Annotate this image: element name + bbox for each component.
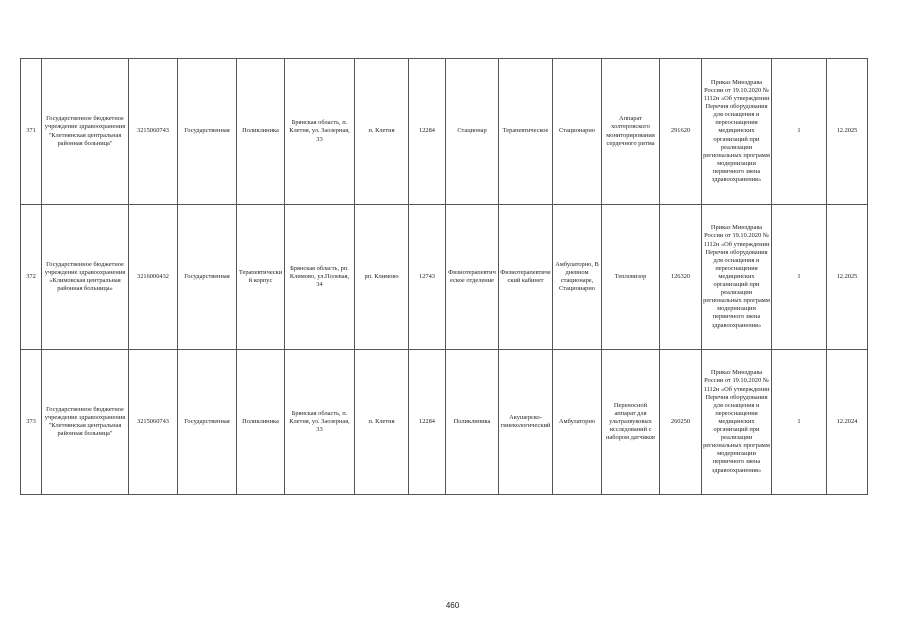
department: Терапевтическое — [499, 59, 553, 205]
facility-address: Брянская область, п. Клетня, ул. Заозерная, 33 — [285, 59, 355, 205]
division: Поликлиника — [446, 350, 499, 495]
row-number: 372 — [21, 205, 42, 350]
department: Акушерско-гинекологический — [499, 350, 553, 495]
quantity: 1 — [772, 59, 827, 205]
organization-name: Государственное бюджетное учреждение здравоохранения «Климовская центральная районная больница» — [42, 205, 129, 350]
organization-name: Государственное бюджетное учреждение здравоохранения "Клетнянская центральная районная больница" — [42, 350, 129, 495]
organization-inn: 3215060743 — [129, 59, 178, 205]
care-conditions: Стационарно — [553, 59, 602, 205]
care-conditions: Амбулаторно — [553, 350, 602, 495]
facility-type: Поликлиника — [237, 59, 285, 205]
legal-basis: Приказ Минздрава России от 19.10.2020 № 1112н «Об утверждении Перечня оборудования для оснащения и переоснащения медицинских организаций при реализации региональных программ модернизации первичного звена здравоохранения» — [702, 205, 772, 350]
organization-name: Государственное бюджетное учреждение здравоохранения "Клетнянская центральная районная больница" — [42, 59, 129, 205]
facility-type: Поликлиника — [237, 350, 285, 495]
quantity: 1 — [772, 205, 827, 350]
equipment-code: 126320 — [660, 205, 702, 350]
ownership-form: Государственная — [178, 205, 237, 350]
locality-code: 12284 — [409, 350, 446, 495]
locality: рп. Климово — [355, 205, 409, 350]
facility-type: Терапевтический корпус — [237, 205, 285, 350]
equipment-code: 260250 — [660, 350, 702, 495]
locality-code: 12284 — [409, 59, 446, 205]
equipment-name: Аппарат холтеровского мониторирования сердечного ритма — [602, 59, 660, 205]
equipment-table — [20, 58, 868, 495]
delivery-date: 12.2024 — [827, 350, 868, 495]
locality-code: 12743 — [409, 205, 446, 350]
care-conditions: Амбулаторно, В дневном стационаре, Стационарно — [553, 205, 602, 350]
row-number: 371 — [21, 59, 42, 205]
division: Стационар — [446, 59, 499, 205]
division: Физиотерапевтическое отделение — [446, 205, 499, 350]
quantity: 1 — [772, 350, 827, 495]
facility-address: Брянская область, п. Клетня, ул. Заозерная, 33 — [285, 350, 355, 495]
equipment-name: Тепловизор — [602, 205, 660, 350]
row-number: 373 — [21, 350, 42, 495]
locality: п. Клетня — [355, 350, 409, 495]
delivery-date: 12.2025 — [827, 59, 868, 205]
facility-address: Брянская область, рп. Климово, ул.Полевая, 34 — [285, 205, 355, 350]
department: Физиотерапевтический кабинет — [499, 205, 553, 350]
legal-basis: Приказ Минздрава России от 19.10.2020 № 1112н «Об утверждении Перечня оборудования для оснащения и переоснащения медицинских организаций при реализации региональных программ модернизации первичного звена здравоохранения» — [702, 350, 772, 495]
page-number: 460 — [445, 601, 460, 610]
locality: п. Клетня — [355, 59, 409, 205]
organization-inn: 3215060743 — [129, 350, 178, 495]
delivery-date: 12.2025 — [827, 205, 868, 350]
table-row — [21, 205, 868, 350]
table-row — [21, 59, 868, 205]
organization-inn: 3216000432 — [129, 205, 178, 350]
equipment-name: Переносной аппарат для ультразвуковых исследований с набором датчиков — [602, 350, 660, 495]
ownership-form: Государственная — [178, 350, 237, 495]
ownership-form: Государственная — [178, 59, 237, 205]
legal-basis: Приказ Минздрава России от 19.10.2020 № 1112н «Об утверждении Перечня оборудования для оснащения и переоснащения медицинских организаций при реализации региональных программ модернизации первичного звена здравоохранения» — [702, 59, 772, 205]
equipment-code: 291620 — [660, 59, 702, 205]
table-row — [21, 350, 868, 495]
